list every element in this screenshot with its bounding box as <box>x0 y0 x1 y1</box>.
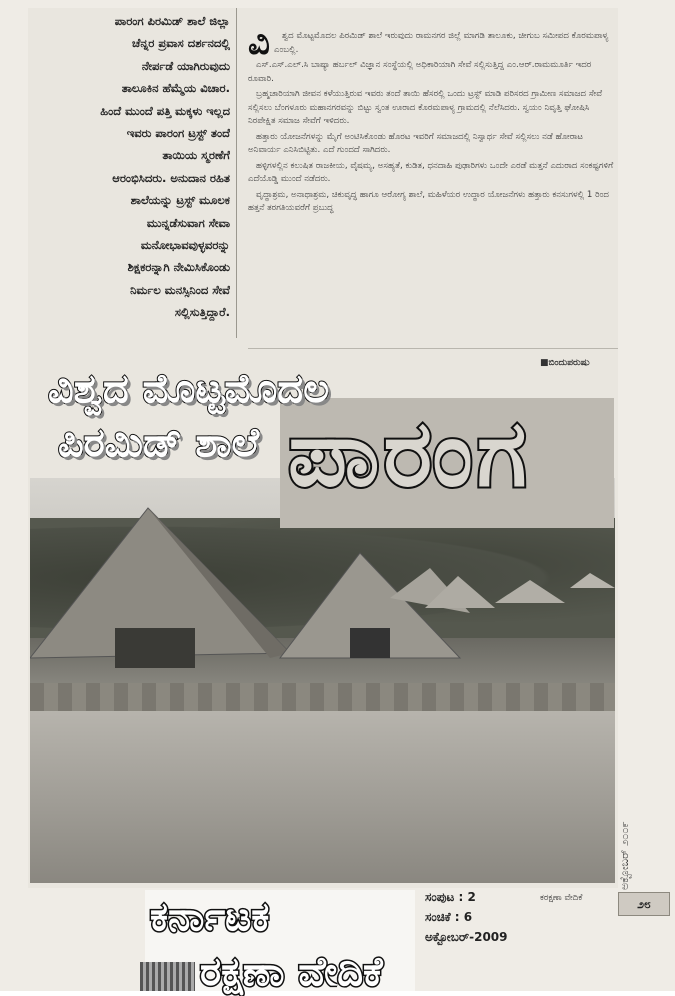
masthead-title-1: ಕರ್ನಾಟಕ <box>150 893 270 940</box>
issue-info <box>425 887 508 947</box>
headline-line-2: ಪಿರಮಿಡ್ ಶಾಲೆ <box>58 419 259 466</box>
article-body <box>248 23 618 218</box>
issue-label: ಸಂಚಿಕೆ : 6 <box>425 910 473 924</box>
left-column-text <box>40 10 230 324</box>
headline <box>48 362 329 470</box>
section-divider <box>248 348 618 349</box>
page-number: ೨೮ <box>618 892 670 916</box>
article-paragraph: ಬ್ರಹ್ಮಚಾರಿಯಾಗಿ ಜೀವನ ಕಳೆಯುತ್ತಿರುವ ಇವರು ತಂದೆ ತಾಯಿ ಹೆಸರಲ್ಲಿ ಒಂದು ಟ್ರಸ್ಟ್ ಮಾಡಿ ಪರಿಸರದ ಗ್ರಾಮೀಣ ಸಮಾಜದ ಸೇವೆ ಸಲ್ಲಿಸಲು ಬೆಂಗಳೂರು ಮಹಾನಗರವನ್ನು ಬಿಟ್ಟು ಸ್ವಂತ ಊರಾದ ಕೊರಮಪಾಳ್ಯ ಗ್ರಾಮದಲ್ಲಿ ನೆಲೆಸಿದರು. ಸ್ವಯಂ ನಿವೃತ್ತಿ ಘೋಷಿಸಿ ನಿರಪೇಕ್ಷಿತ ಸಮಾಜ ಸೇವೆಗೆ ಇಳಿದರು. <box>248 89 603 126</box>
headline-line-1: ವಿಶ್ವದ ಮೊಟ್ಟಮೊದಲ <box>48 365 330 412</box>
big-title: ಪಾರಂಗ <box>288 399 531 507</box>
left-line: ನೇರ್ಪಡೆ ಯಾಗಿರುವುದು <box>141 58 230 73</box>
issue-date: ಅಕ್ಟೋಬರ್-2009 <box>425 930 508 944</box>
left-line: ಮುನ್ನಡೆಸುವಾಗ ಸೇವಾ <box>146 215 230 230</box>
left-line: ಶಾಲೆಯನ್ನು ಟ್ರಸ್ಟ್ ಮೂಲಕ <box>130 193 230 208</box>
left-line: ಆರಂಭಿಸಿದರು. ಅನುದಾನ ರಹಿತ <box>112 170 230 185</box>
edge-caption: ಅಕ್ಟೋಬರ್ ೨೦೦೯ <box>618 821 631 890</box>
byline: ■ಬಿಂದುಪರುಷು <box>540 358 590 368</box>
article-paragraph: ಶ್ವದ ಮೊಟ್ಟಮೊದಲ ಪಿರಮಿಡ್ ಶಾಲೆ ಇರುವುದು ರಾಮನಗರ ಜಿಲ್ಲೆ ಮಾಗಡಿ ತಾಲೂಕು, ಚೀಗುಬ ಸಮೀಪದ ಕೊರಮಪಾಳ್ಯ ಎಂಬಲ್ಲಿ. <box>273 31 609 55</box>
left-line: ಚೆನ್ನರ ಪ್ರವಾಸ ದರ್ಶನದಲ್ಲಿ <box>132 36 230 51</box>
left-line: ತಾಯಿಯ ಸ್ಮರಣೆಗೆ <box>162 148 230 163</box>
article-paragraph: ವೃದ್ಧಾಶ್ರಮ, ಅನಾಥಾಶ್ರಮ, ಚಿಕುವೃದ್ಧ ಹಾಗೂ ಆರೋಗ್ಯ ಶಾಲೆ, ಮಹಿಳೆಯರ ಉದ್ಧಾರ ಯೋಜನೆಗಳು ಹತ್ತಾರು ಕನಸುಗಳಲ್ಲಿ 1 ರಿಂದ ಹತ್ತನೆ ತರಗತಿಯವರೆಗೆ ಪ್ರಬುದ್ಧ <box>248 189 609 213</box>
left-line: ನಿರ್ಮಲ ಮನಸ್ಸಿನಿಂದ ಸೇವೆ <box>130 282 230 297</box>
volume-label: ಸಂಪುಟ : 2 <box>425 890 476 904</box>
article-paragraph: ಹತ್ತಾರು ಯೋಜನೆಗಳನ್ನು ಮೈಗೆ ಅಂಟಿಸಿಕೊಂಡು ಹೊರಟ ಇವರಿಗೆ ಸಮಾಜದಲ್ಲಿ ನಿಸ್ವಾರ್ಥ ಸೇವೆ ಸಲ್ಲಿಸಲು ನಡೆ ಹೋರಾಟ ಅನಿವಾರ್ಯ ಎನಿಸಿಬಿಟ್ಟಿತು. ಎದೆ ಗುಂದದೆ ಸಾಗಿದರು. <box>248 131 583 155</box>
left-line: ಮನೋಭಾವವುಳ್ಳವರನ್ನು <box>140 238 230 253</box>
left-line: ಪಾರಂಗ ಪಿರಮಿಡ್ ಶಾಲೆ ಜಿಲ್ಲಾ <box>114 14 230 28</box>
left-line: ತಾಲೂಕಿನ ಹೆಮ್ಮೆಯ ವಿಚಾರ. <box>121 81 230 96</box>
left-line: ಸಲ್ಲಿಸುತ್ತಿದ್ದಾರೆ. <box>174 305 230 320</box>
masthead-title-2: ರಕ್ಷಣಾ ವೇದಿಕೆ <box>200 948 383 995</box>
column-divider <box>236 8 237 338</box>
article-paragraph: ಎಸ್.ಎಸ್.ಎಲ್.ಸಿ ಬಾಷ್ಯಾ ಹರ್ಬಲ್ ವಿಜ್ಞಾನ ಸಂಸ್ಥೆಯಲ್ಲಿ ಅಧಿಕಾರಿಯಾಗಿ ಸೇವೆ ಸಲ್ಲಿಸುತ್ತಿದ್ದ ಎಂ.ಆರ್.ರಾಮಮೂರ್ತಿ ಇದರ ರೂವಾರಿ. <box>248 60 592 84</box>
left-line: ಶಿಕ್ಷಕರನ್ನಾಗಿ ನೇಮಿಸಿಕೊಂಡು <box>127 260 230 275</box>
stone-wall <box>30 683 615 711</box>
article-paragraph: ಹಳ್ಳಿಗಳಲ್ಲಿನ ಕಲುಷಿತ ರಾಜಕೀಯ, ವೈಷಮ್ಯ, ಅಸಹ್ಯತೆ, ಕುಡಿತ, ಧನದಾಹಿ ಪುಢಾರಿಗಳು ಒಂದೇ ಎರಡೆ ಮತ್ತನೆ ಎದುರಾದ ಸಂಕಷ್ಟಗಳಿಗೆ ಎದೆಯೊಡ್ಡಿ ಮುಂದೆ ನಡೆದರು. <box>248 160 614 184</box>
left-line: ಇವರು ಪಾರಂಗ ಟ್ರಸ್ಟ್ ತಂದೆ <box>126 126 230 141</box>
left-line: ಹಿಂದೆ ಮುಂದೆ ಪತ್ತಿ ಮಕ್ಕಳು ಇಲ್ಲದ <box>100 103 230 118</box>
publication-tag: ಕರಕ್ಷಣಾ ವೇದಿಕೆ <box>540 893 583 903</box>
pyramid-school-photo <box>30 478 615 883</box>
drop-cap: ವಿ <box>248 23 270 63</box>
masthead-thumbnail <box>140 962 195 991</box>
